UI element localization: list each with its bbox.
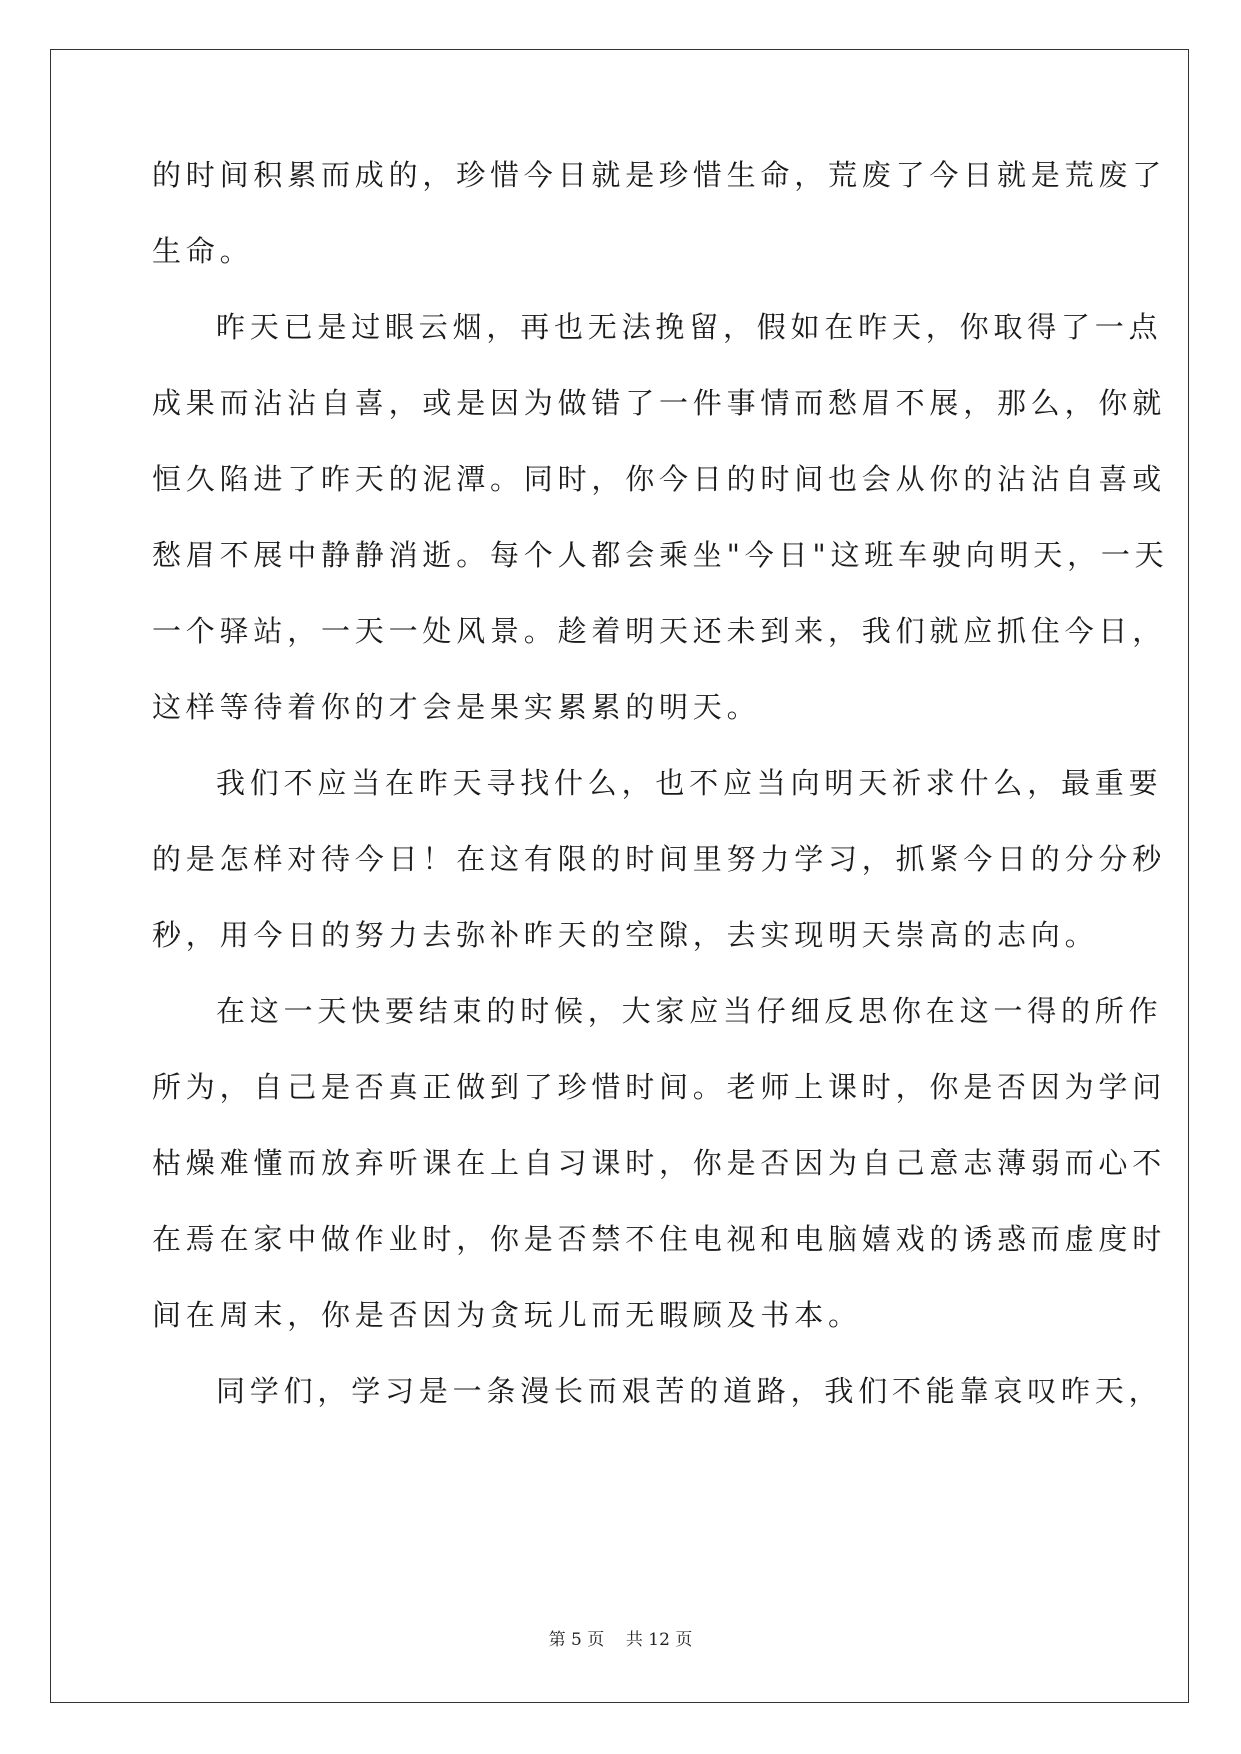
text-line: 愁眉不展中静静消逝。每个人都会乘坐"今日"这班车驶向明天，一天 — [152, 538, 1169, 572]
text-line: 一个驿站，一天一处风景。趁着明天还未到来，我们就应抓住今日， — [152, 614, 1167, 648]
text-line: 这样等待着你的才会是果实累累的明天。 — [152, 690, 761, 724]
text-line: 生命。 — [152, 234, 254, 268]
text-line: 在焉在家中做作业时，你是否禁不住电视和电脑嬉戏的诱惑而虚度时 — [152, 1222, 1167, 1256]
document-body — [152, 155, 1169, 1447]
paragraph-start-line: 昨天已是过眼云烟，再也无法挽留，假如在昨天，你取得了一点 — [216, 310, 1163, 344]
text-line: 的是怎样对待今日！在这有限的时间里努力学习，抓紧今日的分分秒 — [152, 842, 1167, 876]
page-total: 共 12 页 — [625, 1630, 693, 1650]
paragraph-start-line: 同学们，学习是一条漫长而艰苦的道路，我们不能靠哀叹昨天， — [216, 1374, 1163, 1408]
page-number: 第 5 页 — [548, 1630, 605, 1650]
paragraph-start-line: 我们不应当在昨天寻找什么，也不应当向明天祈求什么，最重要 — [216, 766, 1163, 800]
text-line: 恒久陷进了昨天的泥潭。同时，你今日的时间也会从你的沾沾自喜或 — [152, 462, 1167, 496]
text-line: 枯燥难懂而放弃听课在上自习课时，你是否因为自己意志薄弱而心不 — [152, 1146, 1167, 1180]
text-line: 间在周末，你是否因为贪玩儿而无暇顾及书本。 — [152, 1298, 862, 1332]
text-line: 秒，用今日的努力去弥补昨天的空隙，去实现明天崇高的志向。 — [152, 918, 1099, 952]
text-line: 成果而沾沾自喜，或是因为做错了一件事情而愁眉不展，那么，你就 — [152, 386, 1167, 420]
text-line: 的时间积累而成的，珍惜今日就是珍惜生命，荒废了今日就是荒废了 — [152, 158, 1167, 192]
page-footer — [0, 1625, 1241, 1650]
paragraph-start-line: 在这一天快要结束的时候，大家应当仔细反思你在这一得的所作 — [216, 994, 1163, 1028]
text-line: 所为，自己是否真正做到了珍惜时间。老师上课时，你是否因为学问 — [152, 1070, 1167, 1104]
